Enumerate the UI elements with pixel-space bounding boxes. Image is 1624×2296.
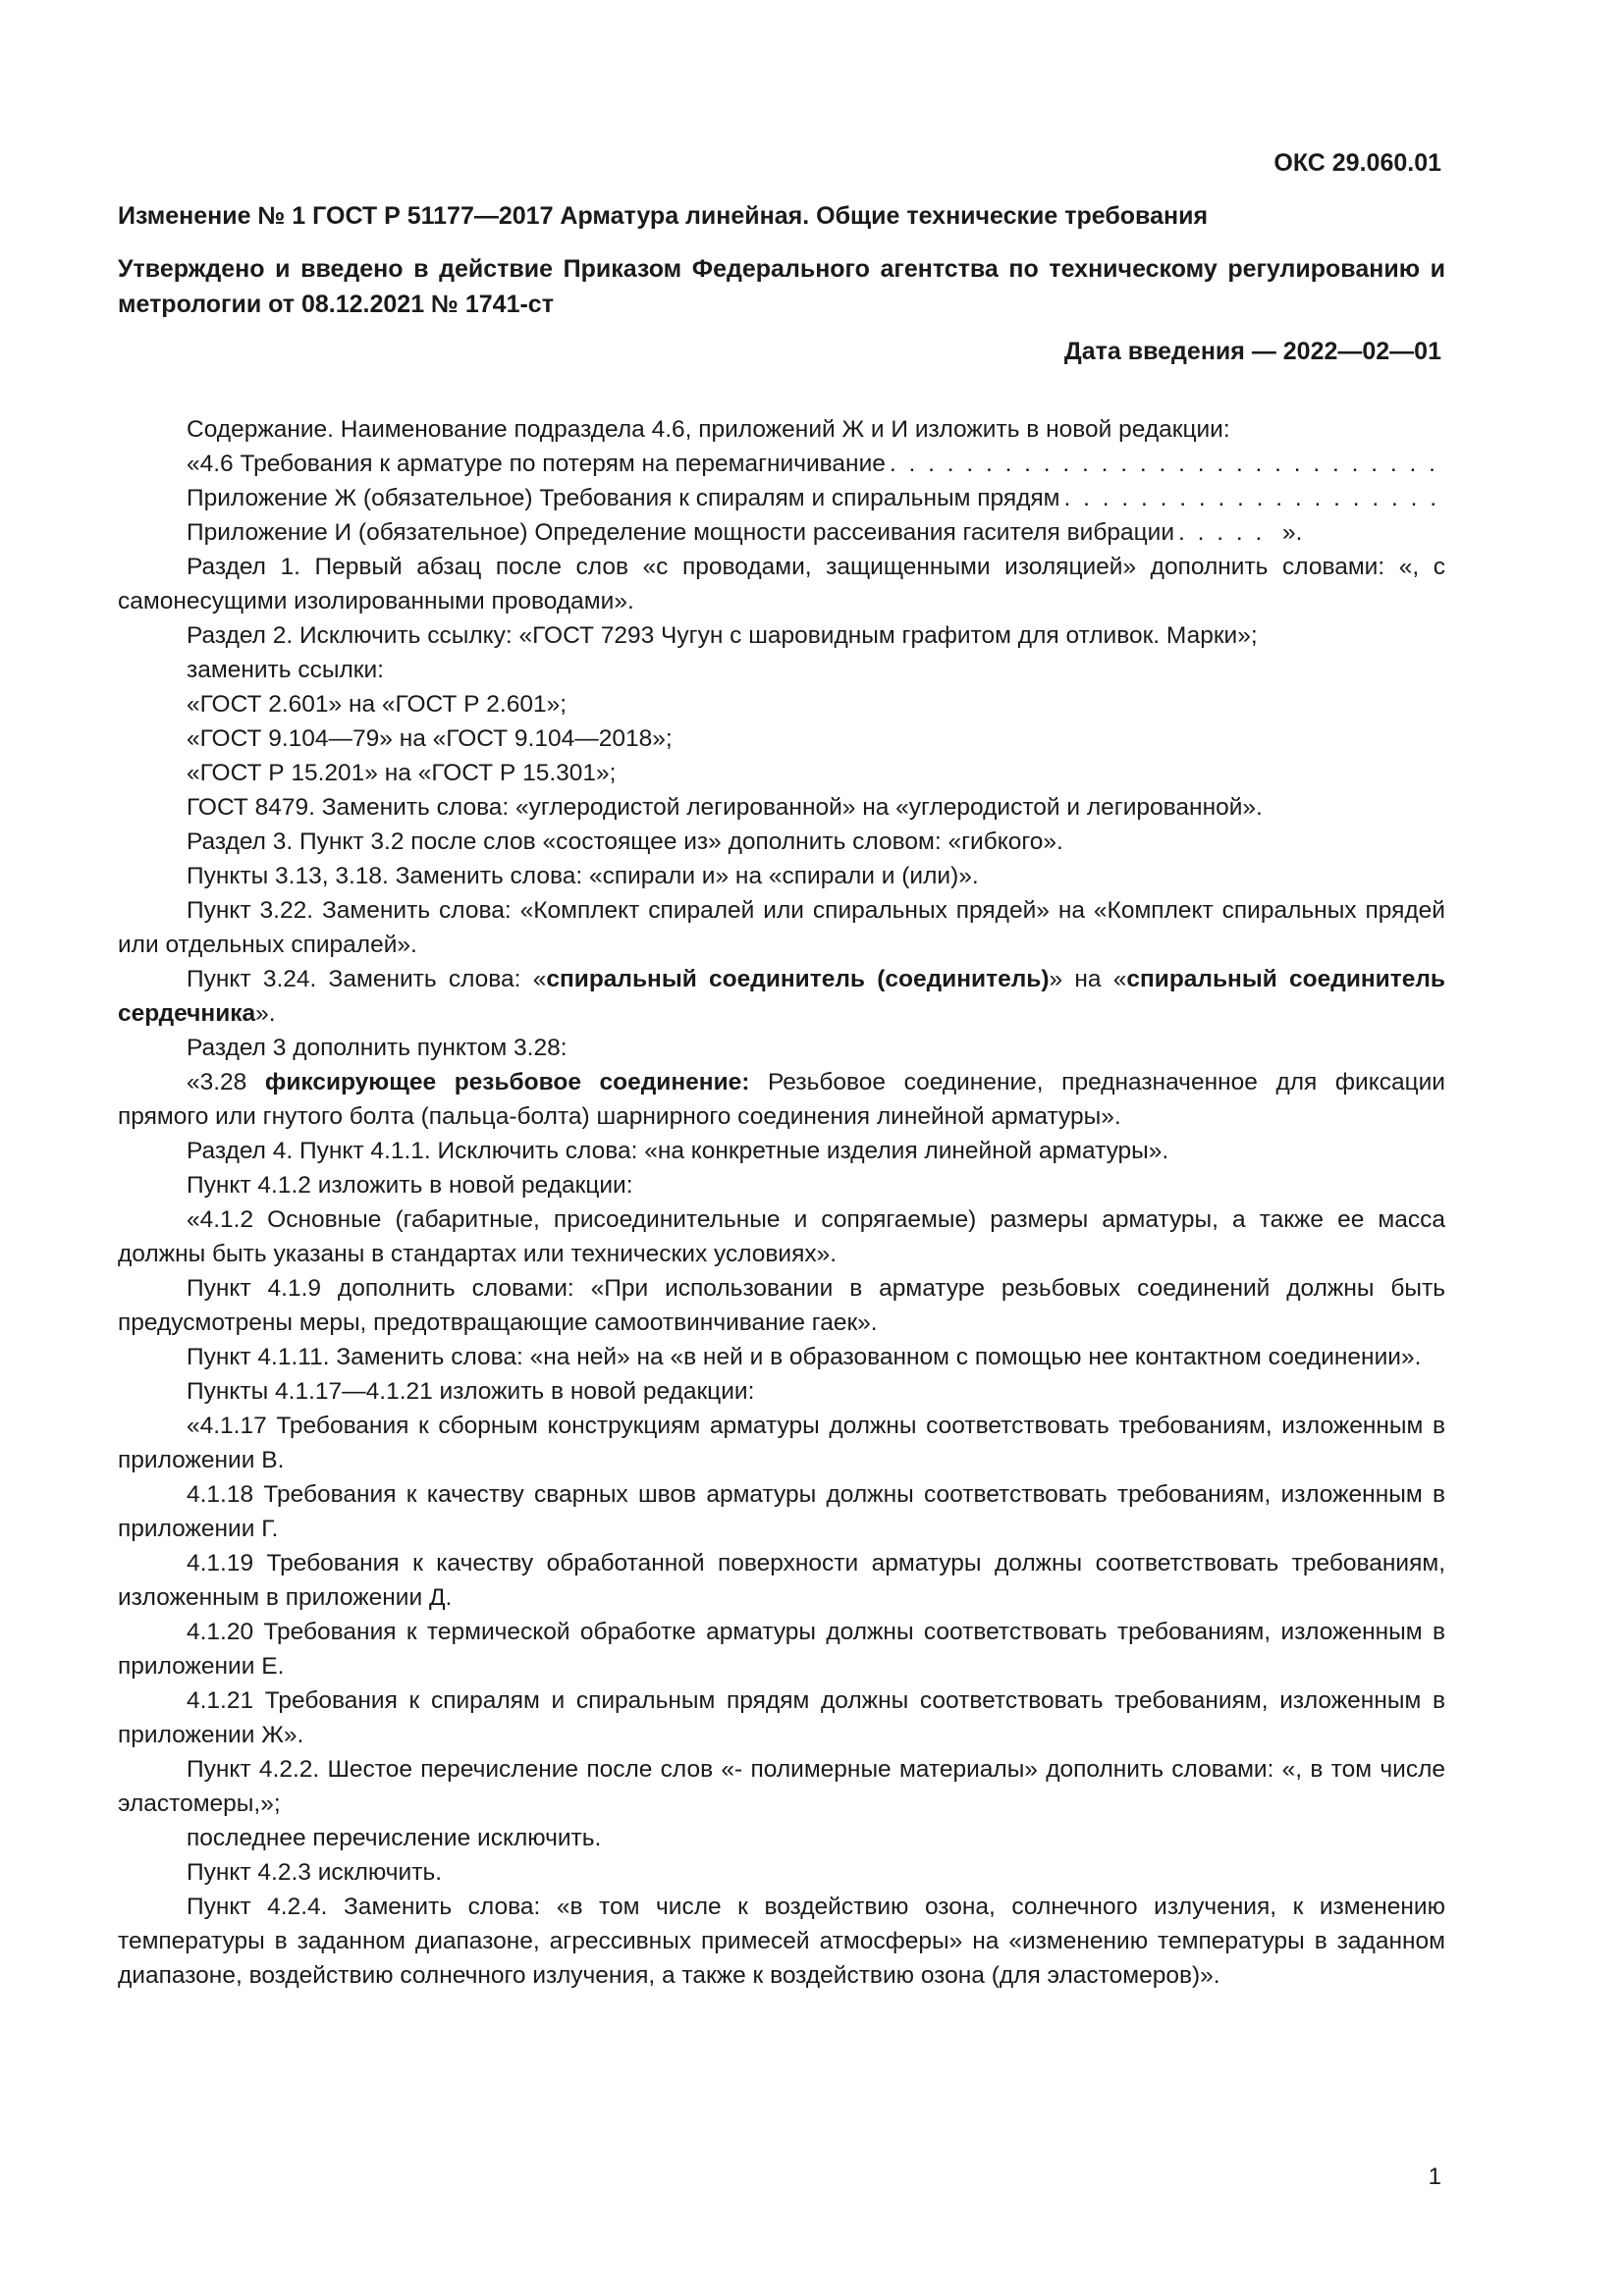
- paragraph: «3.28 фиксирующее резьбовое соединение: Резьбовое соединение, предназначенное для фиксации прямого или гнутого болта (пальца-болта) шарнирного соединения линейной арматуры».: [118, 1069, 1445, 1130]
- paragraph: ГОСТ 8479. Заменить слова: «углеродистой легированной» на «углеродистой и легированной».: [187, 794, 1263, 821]
- paragraph: последнее перечисление исключить.: [187, 1825, 602, 1851]
- toc-line: [118, 481, 1445, 515]
- toc-entry-appendix-zh: Приложение Ж (обязательное) Требования к спиралям и спиральным прядям: [187, 485, 1060, 511]
- classification-code: ОКС 29.060.01: [1273, 149, 1441, 177]
- bold-term: спиральный соединитель сердечника: [118, 966, 1445, 1027]
- paragraph: «ГОСТ Р 15.201» на «ГОСТ Р 15.301»;: [187, 760, 617, 786]
- paragraph: Пункт 4.1.2 изложить в новой редакции:: [187, 1172, 633, 1199]
- introduction-date: Дата введения — 2022—02—01: [1063, 338, 1441, 365]
- paragraph: Раздел 2. Исключить ссылку: «ГОСТ 7293 Чугун с шаровидным графитом для отливок. Марки»;: [187, 622, 1258, 649]
- toc-entry-appendix-i: Приложение И (обязательное) Определение мощности рассеивания гасителя вибрации: [187, 519, 1175, 546]
- paragraph: Пункт 4.2.3 исключить.: [187, 1859, 443, 1886]
- paragraph: заменить ссылки:: [187, 657, 384, 683]
- paragraph: 4.1.21 Требования к спиралям и спиральным прядям должны соответствовать требованиям, изложенным в приложении Ж».: [118, 1687, 1445, 1748]
- paragraph: Пункты 4.1.17—4.1.21 изложить в новой редакции:: [187, 1378, 755, 1405]
- bold-term: фиксирующее резьбовое соединение:: [264, 1069, 750, 1095]
- paragraph: «ГОСТ 2.601» на «ГОСТ Р 2.601»;: [187, 691, 568, 718]
- approval-statement: Утверждено и введено в действие Приказом Федерального агентства по техническому регулированию и метрологии от 08.12.2021 № 1741-ст: [118, 255, 1445, 318]
- paragraph: Пункт 4.2.4. Заменить слова: «в том числе к воздействию озона, солнечного излучения, к изменению температуры в заданном диапазоне, агрессивных примесей атмосферы» на «изменению температуры в заданном диапазоне, воздействию солнечного излучения, а также к воздействию озона (для эластомеров)».: [118, 1894, 1445, 1989]
- paragraph: Раздел 4. Пункт 4.1.1. Исключить слова: «на конкретные изделия линейной арматуры».: [187, 1138, 1169, 1164]
- paragraph: Пункт 4.1.9 дополнить словами: «При использовании в арматуре резьбовых соединений должны быть предусмотрены меры, предотвращающие самоотвинчивание гаек».: [118, 1275, 1445, 1336]
- document-title: Изменение № 1 ГОСТ Р 51177—2017 Арматура линейная. Общие технические требования: [118, 202, 1209, 230]
- paragraph: «ГОСТ 9.104—79» на «ГОСТ 9.104—2018»;: [187, 725, 673, 752]
- bold-term: спиральный соединитель (соединитель): [546, 966, 1050, 992]
- toc-leader: [1064, 481, 1445, 515]
- paragraph: Раздел 1. Первый абзац после слов «с проводами, защищенными изоляцией» дополнить словами: «, с самонесущими изолированными проводами».: [118, 554, 1445, 614]
- toc-leader: [890, 447, 1445, 481]
- paragraph: Пункт 4.1.11. Заменить слова: «на ней» на «в ней и в образованном с помощью нее контактном соединении».: [187, 1344, 1422, 1370]
- paragraph: «4.1.2 Основные (габаритные, присоединительные и сопрягаемые) размеры арматуры, а также ее масса должны быть указаны в стандартах или технических условиях».: [118, 1206, 1445, 1267]
- toc-closing-quote: ».: [1282, 519, 1303, 546]
- page-number: 1: [1428, 2163, 1441, 2190]
- toc-leader: [1178, 515, 1276, 550]
- paragraph: Раздел 3. Пункт 3.2 после слов «состоящее из» дополнить словом: «гибкого».: [187, 828, 1063, 855]
- paragraph: Пункт 4.2.2. Шестое перечисление после слов «- полимерные материалы» дополнить словами: «, в том числе эластомеры,»;: [118, 1756, 1445, 1817]
- paragraph: Пункты 3.13, 3.18. Заменить слова: «спирали и» на «спирали и (или)».: [187, 863, 979, 889]
- paragraph: 4.1.19 Требования к качеству обработанной поверхности арматуры должны соответствовать требованиям, изложенным в приложении Д.: [118, 1550, 1445, 1611]
- paragraph: 4.1.18 Требования к качеству сварных швов арматуры должны соответствовать требованиям, изложенным в приложении Г.: [118, 1481, 1445, 1542]
- paragraph: Пункт 3.24. Заменить слова: «спиральный соединитель (соединитель)» на «спиральный соединитель сердечника».: [118, 966, 1445, 1027]
- document-body: [118, 412, 1445, 1993]
- paragraph: «4.1.17 Требования к сборным конструкциям арматуры должны соответствовать требованиям, изложенным в приложении В.: [118, 1413, 1445, 1473]
- paragraph: 4.1.20 Требования к термической обработке арматуры должны соответствовать требованиям, изложенным в приложении Е.: [118, 1619, 1445, 1680]
- toc-line: [118, 447, 1445, 481]
- paragraph: Раздел 3 дополнить пунктом 3.28:: [187, 1035, 568, 1061]
- toc-entry-4-6: «4.6 Требования к арматуре по потерям на перемагничивание: [187, 451, 886, 477]
- paragraph: Пункт 3.22. Заменить слова: «Комплект спиралей или спиральных прядей» на «Комплект спиральных прядей или отдельных спиралей».: [118, 897, 1445, 958]
- toc-line: [118, 515, 1445, 550]
- toc-intro: Содержание. Наименование подраздела 4.6, приложений Ж и И изложить в новой редакции:: [187, 416, 1230, 443]
